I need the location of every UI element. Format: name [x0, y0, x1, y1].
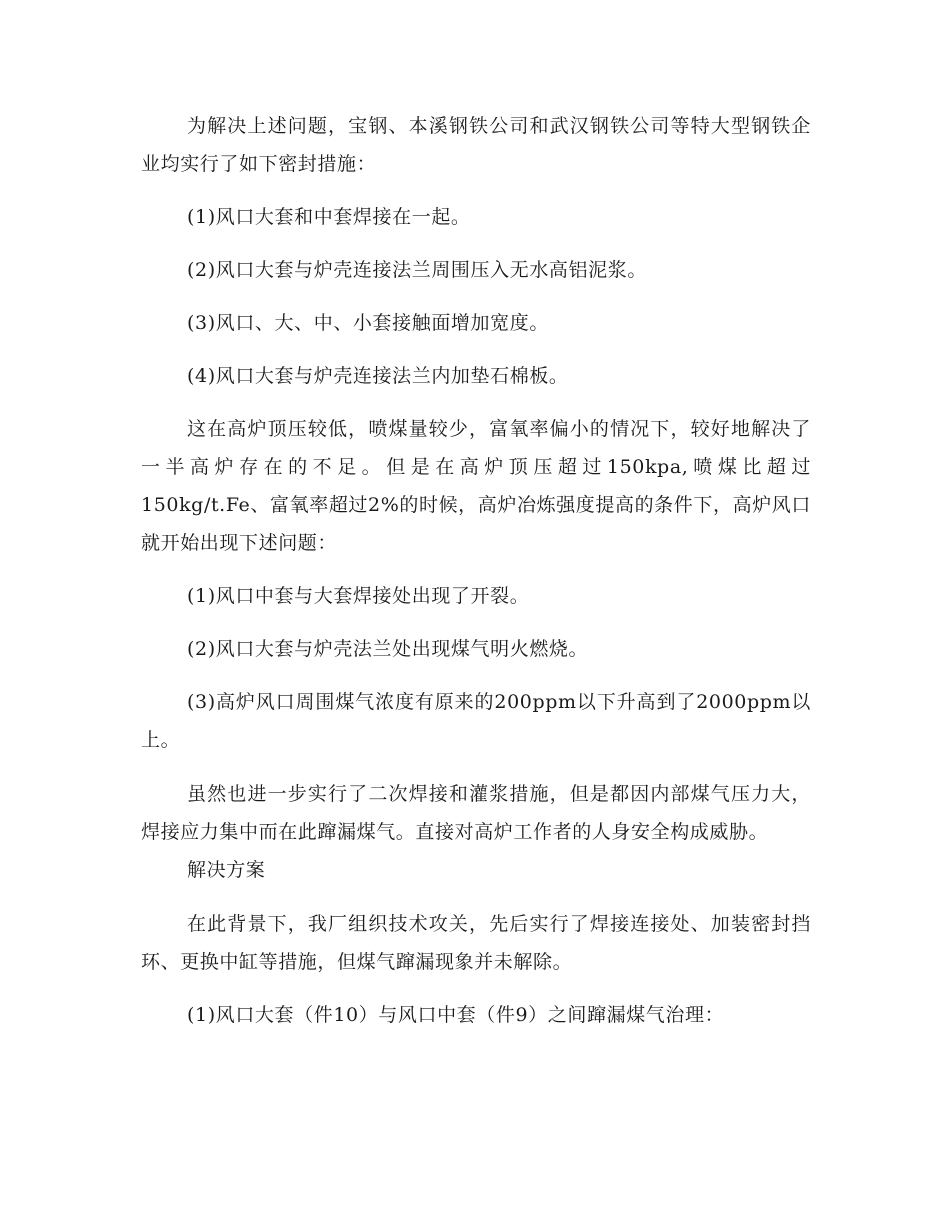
treatment-item-1: (1)风口大套（件10）与风口中套（件9）之间蹿漏煤气治理： — [187, 1004, 725, 1026]
paragraph-threat: 虽然也进一步实行了二次焊接和灌浆措施，但是都因内部煤气压力大，焊接应力集中而在此蹿漏煤气。直接对高炉工作者的人身安全构成威胁。 — [141, 783, 811, 843]
measure-item-3: (3)风口、大、中、小套接触面增加宽度。 — [187, 312, 549, 334]
document-body — [141, 107, 811, 1034]
measure-item-4: (4)风口大套与炉壳连接法兰内加垫石棉板。 — [187, 365, 569, 387]
section-heading-solution: 解决方案 — [187, 859, 266, 881]
paragraph-conditions: 这在高炉顶压较低，喷煤量较少，富氧率偏小的情况下，较好地解决了一半高炉存在的不足。但是在高炉顶压超过150kpa,喷煤比超过150kg/t.Fe、富氧率超过2%的时候，高炉冶炼强度提高的条件下，高炉风口就开始出现下述问题： — [141, 418, 811, 554]
paragraph-intro: 为解决上述问题，宝钢、本溪钢铁公司和武汉钢铁公司等特大型钢铁企业均实行了如下密封措施： — [141, 115, 811, 175]
problem-item-3: (3)高炉风口周围煤气浓度有原来的200ppm以下升高到了2000ppm以上。 — [141, 691, 811, 751]
problem-item-2: (2)风口大套与炉壳法兰处出现煤气明火燃烧。 — [187, 638, 589, 660]
measure-item-1: (1)风口大套和中套焊接在一起。 — [187, 206, 471, 228]
measure-item-2: (2)风口大套与炉壳连接法兰周围压入无水高铝泥浆。 — [187, 259, 647, 281]
paragraph-background: 在此背景下，我厂组织技术攻关，先后实行了焊接连接处、加装密封挡环、更换中缸等措施，但煤气蹿漏现象并未解除。 — [141, 913, 811, 973]
problem-item-1: (1)风口中套与大套焊接处出现了开裂。 — [187, 585, 530, 607]
